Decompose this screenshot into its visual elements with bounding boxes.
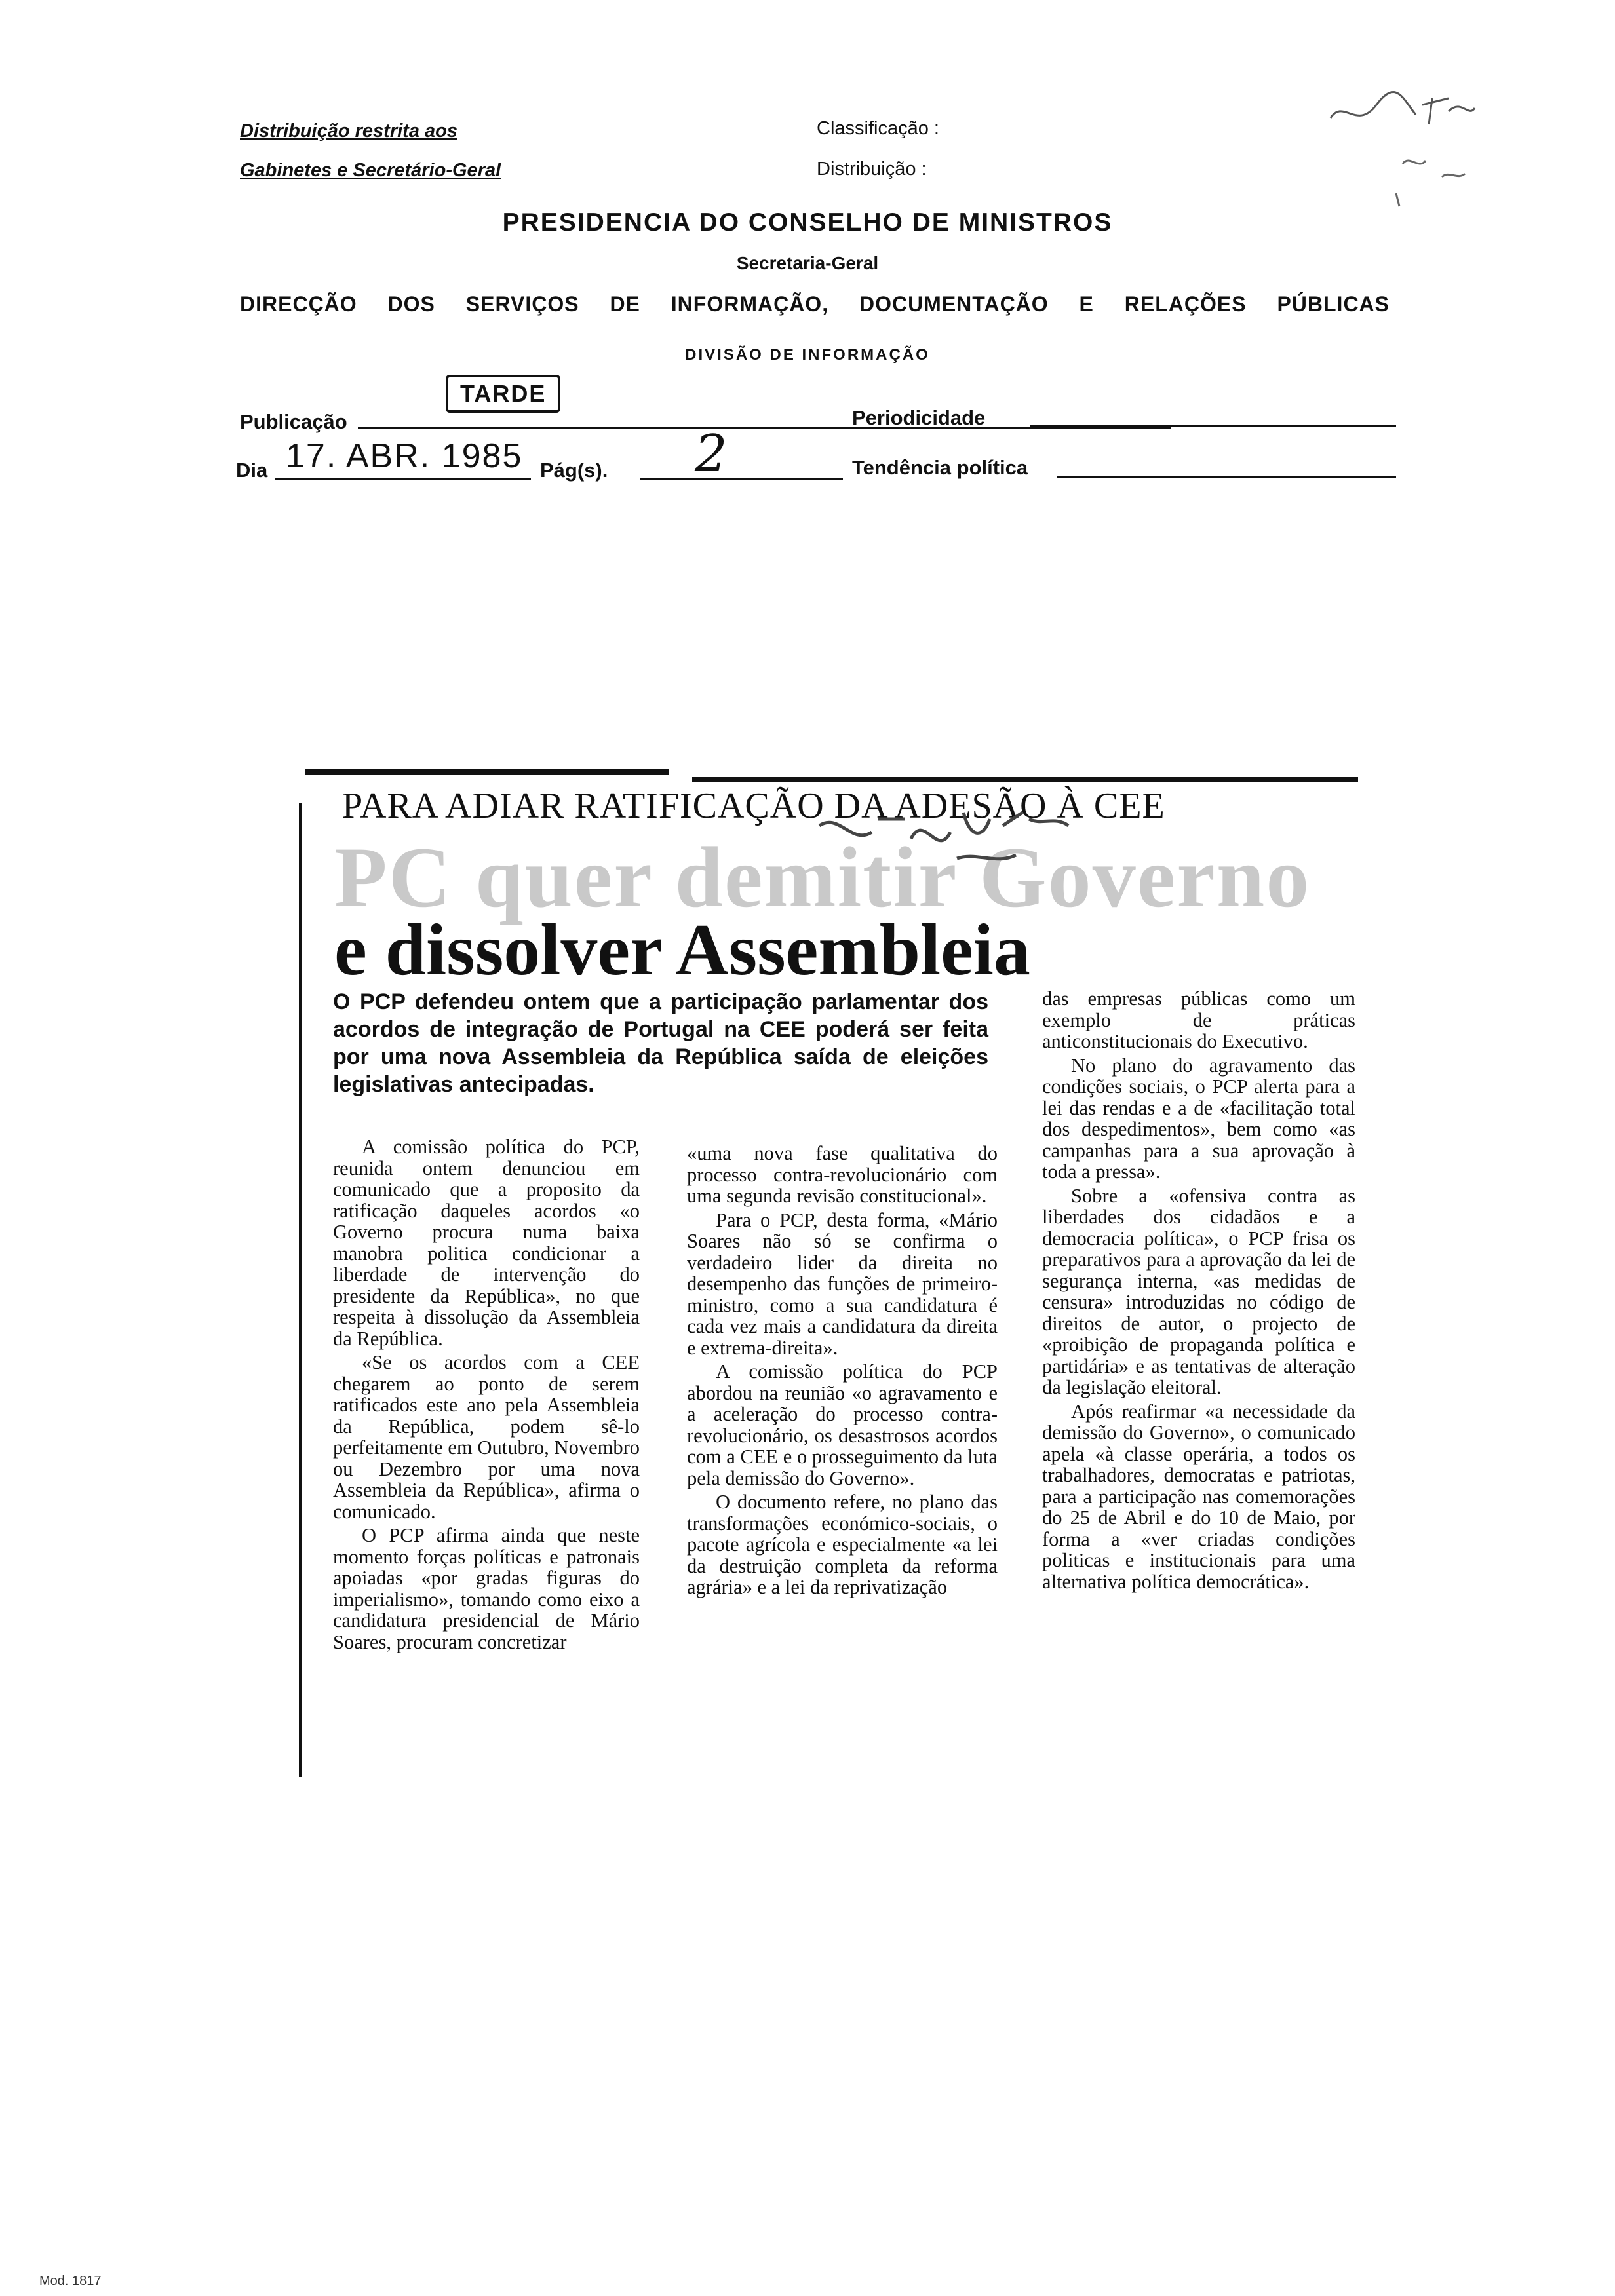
directorate-title: DIRECÇÃO DOS SERVIÇOS DE INFORMAÇÃO, DOCUMENTAÇÃO E RELAÇÕES PÚBLICAS <box>240 292 1390 316</box>
distribution-note-line1: Distribuição restrita aos <box>240 121 457 142</box>
col3-paragraph: Após reafirmar «a necessidade da demissão do Governo», o comunicado apela «à classe operária, a todos os trabalhadores, democratas e patriotas, para a participação nas comemorações do 25 de Abril e do 10 de Maio, por forma a «ver criadas condições politicas e institucionais para uma alternativa política democrática». <box>1042 1400 1355 1593</box>
headline-scribble <box>806 799 1108 891</box>
classification-label: Classificação : <box>817 118 939 139</box>
publication-line <box>358 427 1171 429</box>
headline-line2: e dissolver Assembleia <box>334 909 1030 991</box>
col2-paragraph: A comissão política do PCP abordou na reunião «o agravamento e a aceleração do processo contra-revolucionário, os desastrosos acordos com a CEE e o prosseguimento da luta pela demissão do Governo». <box>687 1360 998 1489</box>
col2-paragraph: O documento refere, no plano das transformações económico-sociais, o pacote agrícola e especialmente «a lei da destruição completa da reforma agrária» e a lei da reprivatização <box>687 1491 998 1598</box>
col2-paragraph: Para o PCP, desta forma, «Mário Soares não só se confirma o verdadeiro lider da direita no desempenho das funções de primeiro-ministro, como a sua candidatura é cada vez mais a candidatura da direita e extrema-direita». <box>687 1208 998 1359</box>
col1-paragraph: «Se os acordos com a CEE chegarem ao ponto de serem ratificados este ano pela Assembleia da República, podem sê-lo perfeitamente em Outubro, Novembro ou Dezembro por uma nova Assembleia da República», afirma o comunicado. <box>333 1351 640 1523</box>
article-top-rule-right <box>692 777 1358 782</box>
tendency-label: Tendência política <box>852 456 1028 479</box>
distribution-label: Distribuição : <box>817 159 927 180</box>
publication-stamp: TARDE <box>446 375 560 413</box>
tendency-line <box>1057 476 1396 478</box>
pages-label: Pág(s). <box>540 459 608 482</box>
article-lead: O PCP defendeu ontem que a participação parlamentar dos acordos de integração de Portugal na CEE poderá ser feita por uma nova Assembleia da República saída de eleições legislativas antecipadas. <box>333 989 988 1097</box>
article-top-rule-left <box>305 769 669 775</box>
form-code: Mod. 1817 <box>39 2274 102 2288</box>
col3-paragraph: No plano do agravamento das condições sociais, o PCP alerta para a lei das rendas e a de «facilitação total dos despedimentos», bem como «as campanhas para a sua aprovação à toda a pressa». <box>1042 1054 1355 1183</box>
periodicity-line <box>1030 425 1396 427</box>
publication-label: Publicação <box>240 410 347 433</box>
col3-paragraph: Sobre a «ofensiva contra as liberdades dos cidadãos e a democracia política», o PCP frisa os preparativos para a aprovação da lei de segurança interna, «as medidas de censura» introduzidas no código de direitos de autor, o projecto de «proibição de propaganda política e partidária» e as tentativas de alteração da legislação eleitoral. <box>1042 1184 1355 1398</box>
col3-paragraph: das empresas públicas como um exemplo de práticas anticonstitucionais do Executivo. <box>1042 987 1355 1052</box>
periodicity-label: Periodicidade <box>852 406 986 429</box>
col2-paragraph: «uma nova fase qualitativa do processo contra-revolucionário com uma segunda revisão constitucional». <box>687 1142 998 1207</box>
day-value: 17. ABR. 1985 <box>286 437 523 475</box>
article-column-1 <box>333 1136 640 1655</box>
distribution-note-line2: Gabinetes e Secretário-Geral <box>240 160 501 181</box>
division-title: DIVISÃO DE INFORMAÇÃO <box>685 346 930 364</box>
article-kicker: PARA ADIAR RATIFICAÇÃO DA ADESÃO À CEE <box>342 786 1165 826</box>
pages-line <box>640 478 843 480</box>
article-column-3 <box>1042 988 1355 1595</box>
headline-line1: PC quer demitir Governo <box>334 829 1311 925</box>
day-label: Dia <box>236 459 268 482</box>
article-left-rule <box>299 803 302 1777</box>
day-line <box>275 478 531 480</box>
col1-paragraph: O PCP afirma ainda que neste momento forças políticas e patronais apoiadas «por gradas figuras do imperialismo», tomando como eixo a candidatura presidencial de Mário Soares, procuram concretizar <box>333 1524 640 1653</box>
handwritten-mark <box>1317 79 1488 210</box>
article-column-2 <box>687 1143 998 1601</box>
organization-title: PRESIDENCIA DO CONSELHO DE MINISTROS <box>502 208 1113 237</box>
secretariat-title: Secretaria-Geral <box>736 253 879 273</box>
pages-value: 2 <box>695 425 728 484</box>
col1-paragraph: A comissão política do PCP, reunida ontem denunciou em comunicado que a proposito da ratificação daqueles acordos «o Governo procura numa baixa manobra politica condicionar a liberdade de intervenção do presidente da República», no que respeita à dissolução da Assembleia da República. <box>333 1136 640 1350</box>
